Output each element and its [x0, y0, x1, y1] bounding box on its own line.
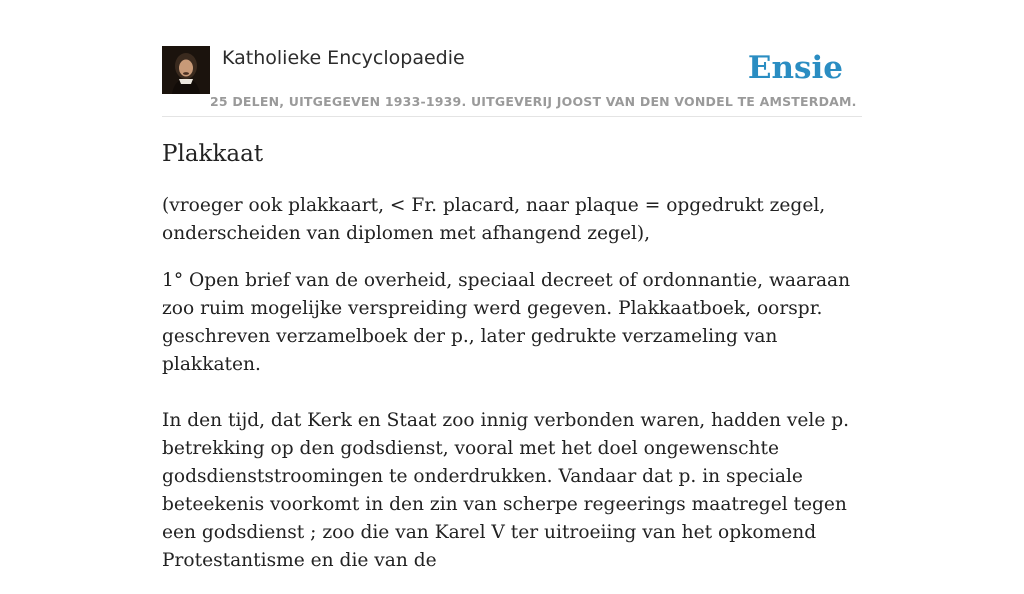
source-avatar[interactable]	[162, 46, 210, 94]
article-paragraph: (vroeger ook plakkaart, < Fr. placard, naar plaque = opgedrukt zegel, onderscheiden van diplomen met afhangend zegel),	[162, 195, 826, 244]
ensie-logo[interactable]: Ensie	[747, 50, 843, 86]
source-header	[162, 46, 862, 117]
article-body	[162, 138, 872, 594]
portrait-avatar-icon	[162, 46, 210, 94]
article-paragraph: 1° Open brief van de overheid, speciaal decreet of ordonnantie, waaraan zoo ruim mogelijke verspreiding werd gegeven. Plakkaatboek, oorspr. geschreven verzamelboek der p., later gedrukte verzameling van plakkaten. In den tijd, dat Kerk en Staat zoo innig verbonden waren, hadden vele p. betrekking op den godsdienst, vooral met het doel ongewenschte godsdienststroomingen te onderdrukken. Vandaar dat p. in speciale beteekenis voorkomt in den zin van scherpe regeerings maatregel tegen een godsdienst ; zoo die van Karel V ter uitroeiing van het opkomend Protestantisme en die van de	[162, 270, 851, 571]
source-title[interactable]: Katholieke Encyclopaedie	[222, 47, 465, 69]
source-meta: 25 DELEN, UITGEGEVEN 1933-1939. UITGEVERIJ JOOST VAN DEN VONDEL TE AMSTERDAM.	[210, 94, 857, 109]
article-title: Plakkaat	[162, 141, 264, 167]
